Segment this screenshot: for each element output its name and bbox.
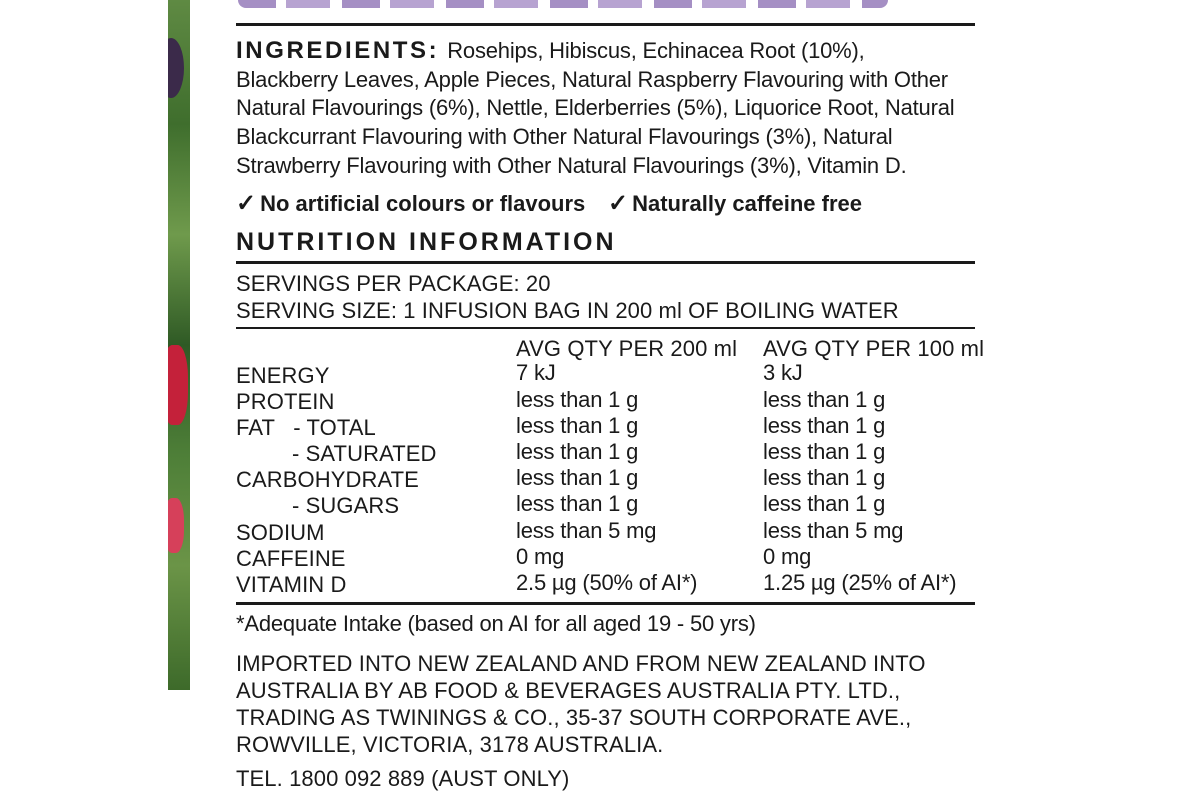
nutrient-per-100: less than 1 g xyxy=(763,387,886,412)
importer-line-3: TRADING AS TWININGS & CO., 35-37 SOUTH CORPORATE AVE., xyxy=(236,705,912,730)
nutrient-per-serving: less than 1 g xyxy=(516,491,639,516)
nutrient-per-serving: 7 kJ xyxy=(516,360,556,385)
nutrient-per-serving: less than 1 g xyxy=(516,465,639,490)
cropped-heading-fragment xyxy=(238,0,888,8)
nutrient-per-100: less than 1 g xyxy=(763,439,886,464)
nutrient-per-serving: less than 1 g xyxy=(516,413,639,438)
ingredients-line-5: Strawberry Flavouring with Other Natural Flavourings (3%), Vitamin D. xyxy=(236,152,907,178)
nutrient-per-100: less than 1 g xyxy=(763,413,886,438)
serving-size: SERVING SIZE: 1 INFUSION BAG IN 200 ml OF BOILING WATER xyxy=(236,298,899,323)
nutrition-title-divider xyxy=(236,261,975,264)
importer-line-4: ROWVILLE, VICTORIA, 3178 AUSTRALIA. xyxy=(236,732,664,757)
package-side-artwork xyxy=(168,0,190,780)
importer-tel: TEL. 1800 092 889 (AUST ONLY) xyxy=(236,766,570,791)
importer-line-1: IMPORTED INTO NEW ZEALAND AND FROM NEW ZEALAND INTO xyxy=(236,651,926,676)
nutrient-name: ENERGY xyxy=(236,363,330,388)
ingredients-line-1: Rosehips, Hibiscus, Echinacea Root (10%), xyxy=(447,38,865,63)
nutrition-title: NUTRITION INFORMATION xyxy=(236,228,617,256)
nutrient-name: PROTEIN xyxy=(236,389,335,414)
col-header-per-serving: AVG QTY PER 200 ml xyxy=(516,336,738,361)
claim-text: Naturally caffeine free xyxy=(632,191,862,216)
nutrient-per-100: 3 kJ xyxy=(763,360,803,385)
nutrient-name: CAFFEINE xyxy=(236,546,346,571)
nutrient-per-serving: less than 5 mg xyxy=(516,518,657,543)
claim-text: No artificial colours or flavours xyxy=(260,191,586,216)
claim-no-artificial xyxy=(236,189,585,218)
nutrient-per-100: less than 1 g xyxy=(763,465,886,490)
nutrient-per-serving: 0 mg xyxy=(516,544,565,569)
nutrient-name: VITAMIN D xyxy=(236,572,347,597)
nutrient-name: CARBOHYDRATE xyxy=(236,467,419,492)
nutrient-per-100: 1.25 µg (25% of AI*) xyxy=(763,570,957,595)
servings-per-package: SERVINGS PER PACKAGE: 20 xyxy=(236,271,551,296)
top-divider xyxy=(236,23,975,26)
nutrient-name: - SUGARS xyxy=(292,493,400,518)
nutrient-per-serving: 2.5 µg (50% of AI*) xyxy=(516,570,698,595)
adequate-intake-footnote: *Adequate Intake (based on AI for all aged 19 - 50 yrs) xyxy=(236,611,756,636)
nutrient-per-100: less than 5 mg xyxy=(763,518,904,543)
nutrient-name: SODIUM xyxy=(236,520,325,545)
ingredients-line-2: Blackberry Leaves, Apple Pieces, Natural Raspberry Flavouring with Other xyxy=(236,66,948,92)
checkmark-icon: ✓ xyxy=(236,190,257,217)
col-header-per-100: AVG QTY PER 100 ml xyxy=(763,336,985,361)
claim-caffeine-free xyxy=(608,189,862,218)
importer-line-2: AUSTRALIA BY AB FOOD & BEVERAGES AUSTRALIA PTY. LTD., xyxy=(236,678,901,703)
checkmark-icon: ✓ xyxy=(608,190,629,217)
serving-divider xyxy=(236,327,975,329)
ingredients-label: INGREDIENTS: xyxy=(236,37,440,64)
ingredients-line-3: Natural Flavourings (6%), Nettle, Elderberries (5%), Liquorice Root, Natural xyxy=(236,95,955,121)
nutrient-name: - SATURATED xyxy=(292,441,437,466)
nutrient-per-serving: less than 1 g xyxy=(516,387,639,412)
nutrient-per-100: less than 1 g xyxy=(763,491,886,516)
ingredients-block xyxy=(236,37,981,180)
nutrient-name: FAT - TOTAL xyxy=(236,415,376,440)
nutrient-per-100: 0 mg xyxy=(763,544,812,569)
nutrient-per-serving: less than 1 g xyxy=(516,439,639,464)
ingredients-line-4: Blackcurrant Flavouring with Other Natural Flavourings (3%), Natural xyxy=(236,124,893,150)
nutrition-bottom-divider xyxy=(236,602,975,605)
